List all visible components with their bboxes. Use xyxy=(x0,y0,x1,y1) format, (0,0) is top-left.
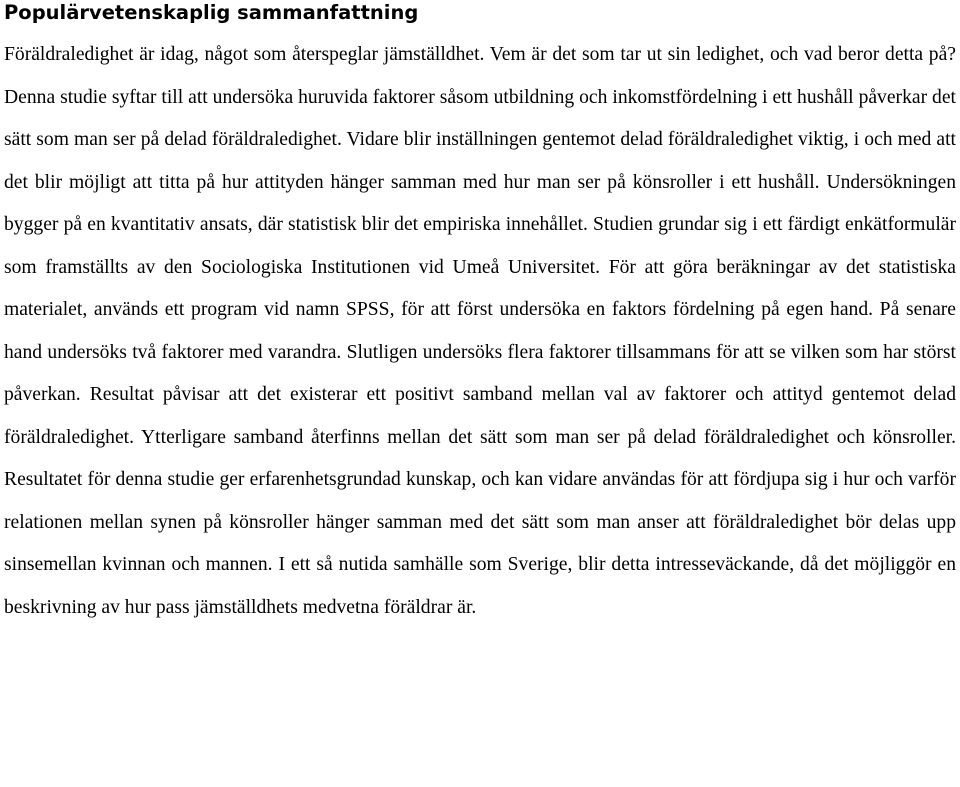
document-page xyxy=(4,0,956,629)
summary-paragraph: Föräldraledighet är idag, något som återspeglar jämställdhet. Vem är det som tar ut sin ledighet, och vad beror detta på? Denna studie syftar till att undersöka huruvida faktorer såsom utbildning och inkomstfördelning i ett hushåll påverkar det sätt som man ser på delad föräldraledighet. Vidare blir inställningen gentemot delad föräldraledighet viktig, i och med att det blir möjligt att titta på hur attityden hänger samman med hur man ser på könsroller i ett hushåll. Undersökningen bygger på en kvantitativ ansats, där statistisk blir det empiriska innehållet. Studien grundar sig i ett färdigt enkätformulär som framställts av den Sociologiska Institutionen vid Umeå Universitet. För att göra beräkningar av det statistiska materialet, används ett program vid namn SPSS, för att först undersöka en faktors fördelning på egen hand. På senare hand undersöks två faktorer med varandra. Slutligen undersöks flera faktorer tillsammans för att se vilken som har störst påverkan. Resultat påvisar att det existerar ett positivt samband mellan val av faktorer och attityd gentemot delad föräldraledighet. Ytterligare samband återfinns mellan det sätt som man ser på delad föräldraledighet och könsroller. Resultatet för denna studie ger erfarenhetsgrundad kunskap, och kan vidare användas för att fördjupa sig i hur och varför relationen mellan synen på könsroller hänger samman med det sätt som man anser att föräldraledighet bör delas upp sinsemellan kvinnan och mannen. I ett så nutida samhälle som Sverige, blir detta intresseväckande, då det möjliggör en beskrivning av hur pass jämställdhets medvetna föräldrar är. xyxy=(4,44,956,618)
section-heading: Populärvetenskaplig sammanfattning xyxy=(4,1,419,24)
